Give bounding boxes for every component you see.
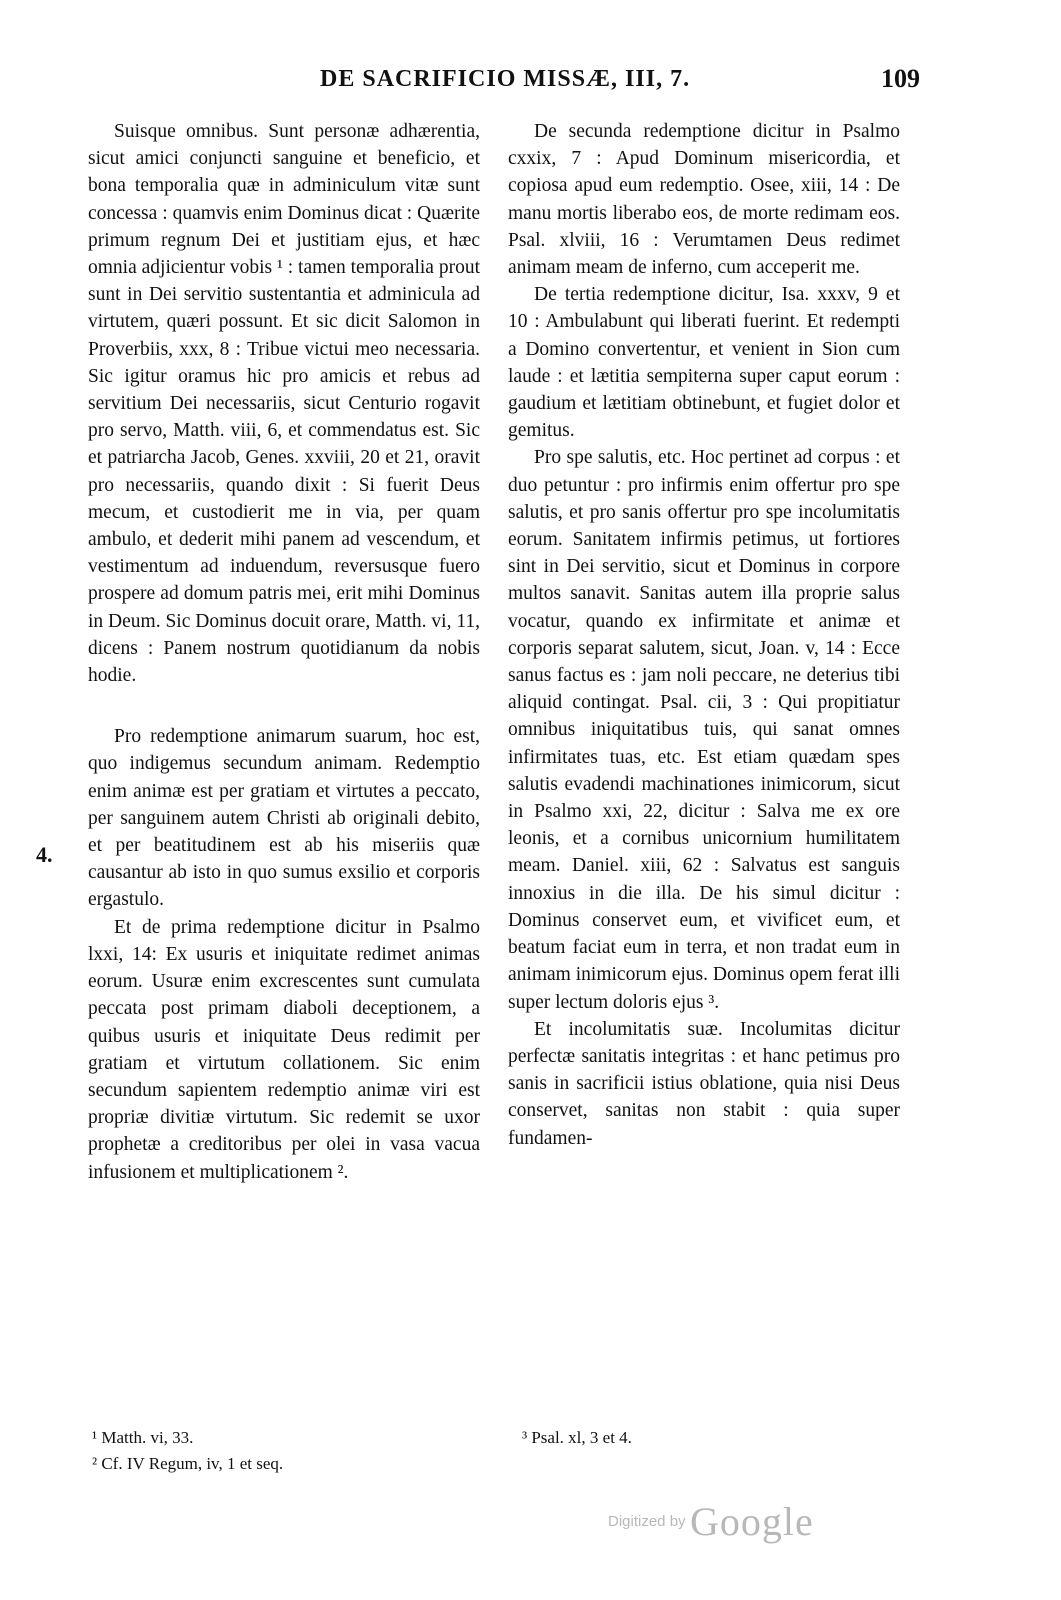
- left-column: [88, 118, 480, 1186]
- paragraph: Et de prima redemptione dicitur in Psalmo lxxi, 14: Ex usuris et iniquitate redimet animas eorum. Usuræ enim excrescentes sunt cumulata peccata post primam diaboli deceptionem, a quibus usuris et iniquitate Deus redimit per gratiam et virtutum collationem. Sic enim secundum sapientem redemptio animæ viri est propriæ divitiæ virtutum. Sic redemit se uxor prophetæ a creditoribus per olei in vasa vacua infusionem et multiplicationem ².: [88, 916, 480, 1183]
- google-logo: Google: [690, 1499, 814, 1544]
- page-header: [90, 62, 920, 102]
- paragraph: Pro spe salutis, etc. Hoc pertinet ad corpus : et duo petuntur : pro infirmis enim offertur pro spe salutis, et pro sanis offertur pro spe incolumitatis eorum. Sanitatem infirmis petimus, ut fortiores sint in Dei servitio, sicut et Dominus in corpore multos sanavit. Sanitas autem illa proprie salus vocatur, quando ex infirmitate et animæ et corporis separat salutem, sicut, Joan. v, 14 : Ecce sanus factus es : jam noli peccare, ne deterius tibi aliquid contingat. Psal. cii, 3 : Qui propitiatur omnibus iniquitatibus tuis, qui sanat omnes infirmitates tuas, etc. Est etiam quædam spes salutis evadendi machinationes inimicorum, sicut in Psalmo xxi, 22, dicitur : Salva me ex ore leonis, et a cornibus unicornium humilitatem meam. Daniel. xiii, 62 : Salvatus est sanguis innoxius in die illa. De his simul dicitur : Dominus conservet eum, et vivificet eum, et beatum faciat eum in terra, et non tradat eum in animam inimicorum ejus. Dominus opem ferat illi super lectum doloris ejus ³.: [508, 447, 900, 1013]
- footnote: ² Cf. IV Regum, iv, 1 et seq.: [92, 1454, 284, 1473]
- paragraph: Pro redemptione animarum suarum, hoc est, quo indigemus secundum animam. Redemptio enim animæ est per gratiam et virtutes a peccato, per sanguinem autem Christi ab originali debito, et per beatitudinem est ab his miseriis quæ causantur ab isto in quo sumus exsilio et corporis ergastulo.: [88, 726, 480, 911]
- paragraph: Et incolumitatis suæ. Incolumitas dicitur perfectæ sanitatis integritas : et hanc petimus pro sanis in sacrificii istius oblatione, quia nisi Deus conservet, sanitas non stabit : quia super fundamen-: [508, 1018, 900, 1149]
- watermark-small-text: Digitized by: [608, 1513, 686, 1530]
- section-number: 4.: [36, 842, 53, 867]
- paragraph: De tertia redemptione dicitur, Isa. xxxv, 9 et 10 : Ambulabunt qui liberati fuerint. Et redempti a Domino convertentur, et venient in Sion cum laude : et lætitia sempiterna super caput eorum : gaudium et lætitiam obtinebunt, et fugiet dolor et gemitus.: [508, 284, 900, 442]
- footnote: ¹ Matth. vi, 33.: [92, 1428, 194, 1447]
- page-number: 109: [881, 64, 920, 93]
- running-title: DE SACRIFICIO MISSÆ, III, 7.: [320, 66, 691, 92]
- paragraph: De secunda redemptione dicitur in Psalmo cxxix, 7 : Apud Dominum misericordia, et copiosa apud eum redemptio. Osee, xiii, 14 : De manu mortis liberabo eos, de morte redimam eos. Psal. xlviii, 16 : Verumtamen Deus redimet animam meam de inferno, cum acceperit me.: [508, 121, 900, 279]
- right-column: [508, 118, 900, 1152]
- digitized-watermark: [608, 1498, 814, 1545]
- footnote: ³ Psal. xl, 3 et 4.: [522, 1428, 632, 1447]
- footnotes-left: [92, 1425, 283, 1477]
- footnotes-right: [522, 1425, 632, 1451]
- paragraph: Suisque omnibus. Sunt personæ adhærentia, sicut amici conjuncti sanguine et beneficio, et bona temporalia quæ in adminiculum vitæ sunt concessa : quamvis enim Dominus dicat : Quærite primum regnum Dei et justitiam ejus, et hæc omnia adjicientur vobis ¹ : tamen temporalia prout sunt in Dei servitio sustentantia et adminicula ad virtutem, quæri possunt. Et sic dicit Salomon in Proverbiis, xxx, 8 : Tribue victui meo necessaria. Sic igitur oramus hic pro amicis et rebus ad servitium Dei necessariis, sicut Centurio rogavit pro servo, Matth. viii, 6, et commendatus est. Sic et patriarcha Jacob, Genes. xxviii, 20 et 21, oravit pro necessariis, quando dixit : Si fuerit Deus mecum, et custodierit me in via, per quam ambulo, et dederit mihi panem ad vescendum, et vestimentum ad induendum, reversusque fuero prospere ad domum patris mei, erit mihi Dominus in Deum. Sic Dominus docuit orare, Matth. vi, 11, dicens : Panem nostrum quotidianum da nobis hodie.: [88, 121, 480, 687]
